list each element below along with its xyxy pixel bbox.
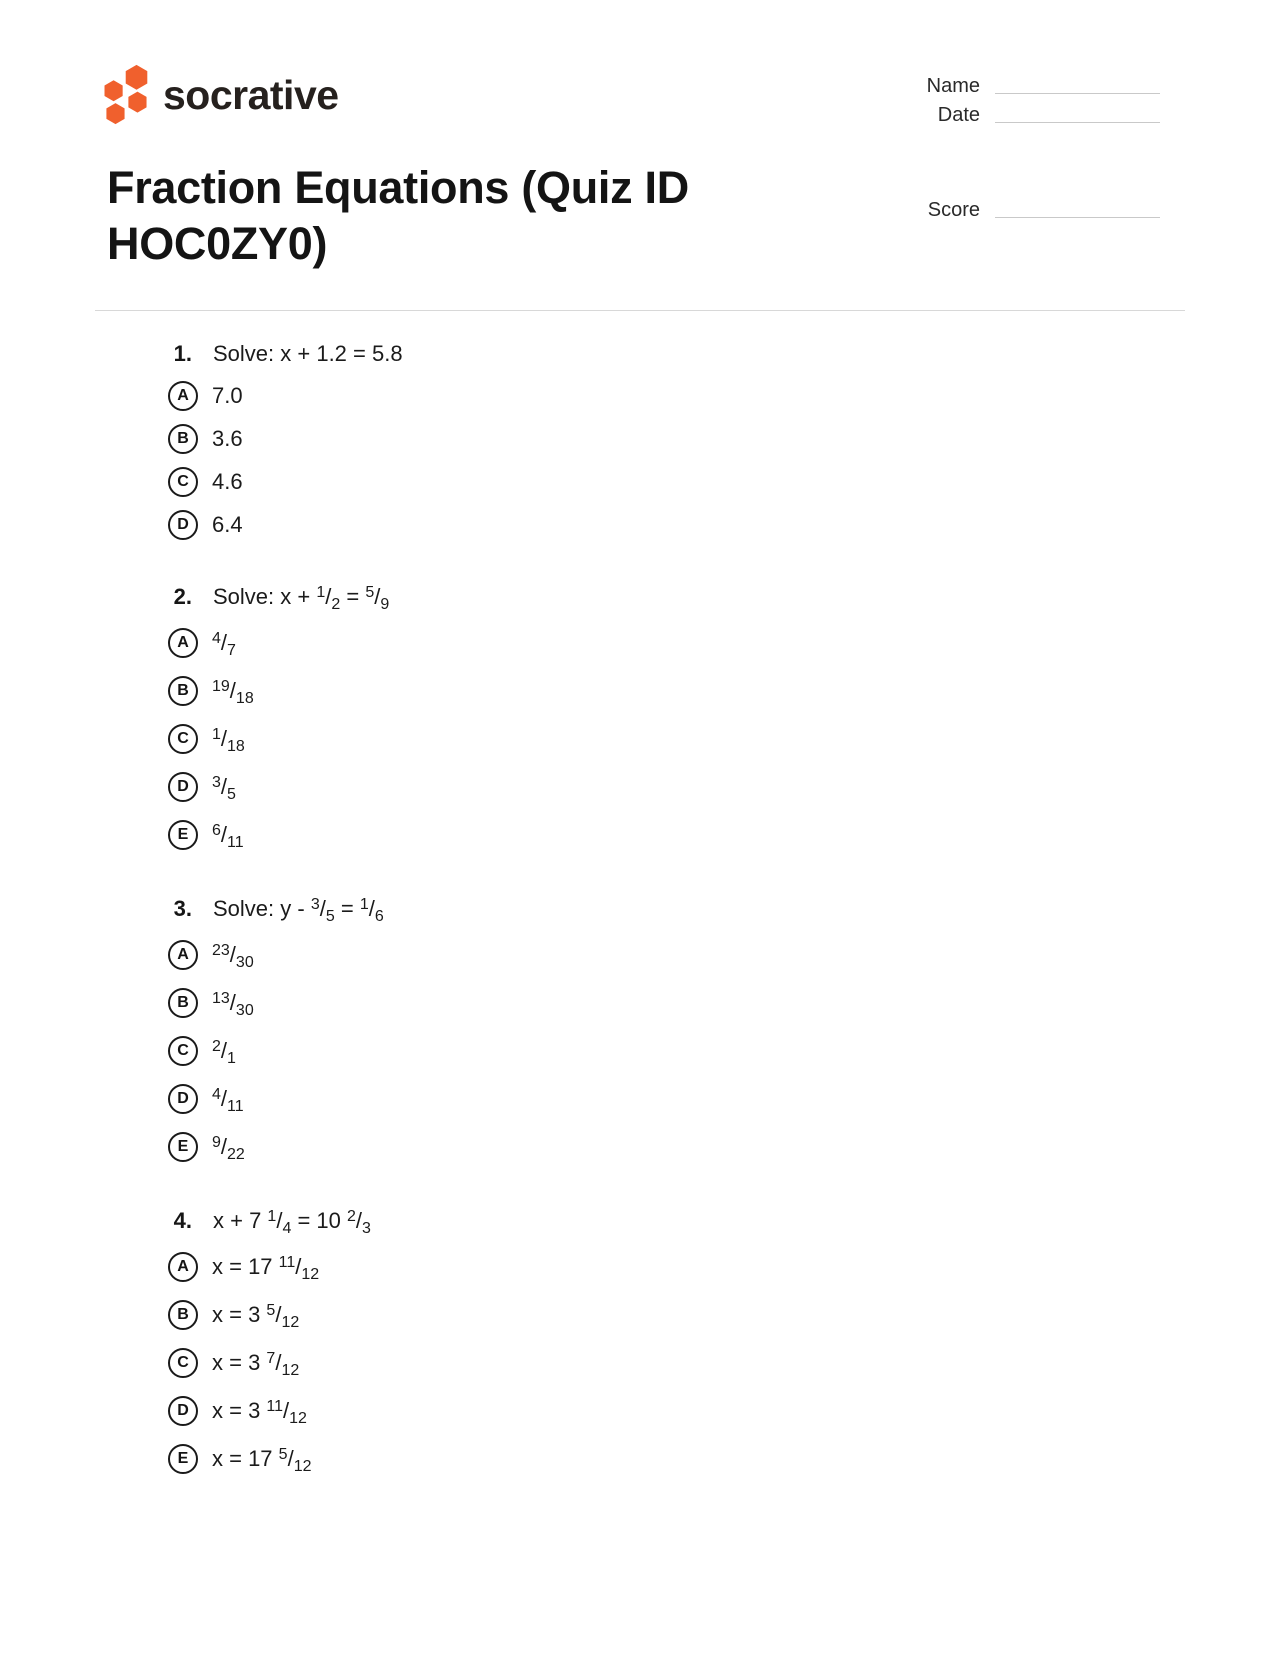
- socrative-hexagons-icon: [100, 63, 152, 127]
- question-prompt-row: [168, 338, 1118, 370]
- option-letter-circle: [168, 628, 198, 658]
- option-letter-circle: [168, 1300, 198, 1330]
- question-prompt-row: [168, 581, 1118, 616]
- answer-option: [168, 508, 1118, 541]
- answer-option: [168, 1249, 1118, 1285]
- option-text: $^{13}/_{30}$: [212, 990, 254, 1019]
- option-letter: D: [177, 1402, 189, 1419]
- option-letter: E: [177, 1138, 189, 1155]
- question-number: 4.: [173, 1208, 192, 1233]
- question-block: [168, 338, 1118, 541]
- option-text: $^6/_{11}$: [212, 822, 244, 851]
- answer-option: [168, 1033, 1118, 1069]
- option-text: 3.6: [212, 425, 243, 451]
- date-field: [870, 103, 1160, 127]
- name-field: [870, 74, 1160, 98]
- option-text: x = 3 $^{11}/_{12}$: [212, 1398, 307, 1427]
- answer-option: [168, 465, 1118, 498]
- question-prompt: x + 7 $^1/_4 = 10$ $^2/_3$: [213, 1208, 371, 1237]
- option-letter: B: [177, 429, 189, 447]
- options-list: [168, 625, 1118, 853]
- option-text: $^9/_{22}$: [212, 1134, 245, 1163]
- answer-option: [168, 817, 1118, 853]
- option-text: $^{23}/_{30}$: [212, 942, 254, 971]
- option-letter: E: [177, 826, 189, 843]
- option-text: 7.0: [212, 382, 243, 408]
- question-block: [168, 1205, 1118, 1477]
- option-letter-circle: [168, 1252, 198, 1282]
- option-letter-circle: [168, 820, 198, 850]
- answer-option: [168, 985, 1118, 1021]
- option-letter-circle: [168, 1084, 198, 1114]
- option-letter: D: [177, 515, 189, 533]
- answer-option: [168, 769, 1118, 805]
- question-number: 1.: [173, 341, 192, 366]
- socrative-logo: [100, 63, 339, 127]
- option-letter-circle: [168, 381, 198, 411]
- socrative-logo-text: socrative: [163, 71, 339, 118]
- option-text: x = 3 $^5/_{12}$: [212, 1302, 300, 1331]
- question-prompt-row: [168, 893, 1118, 928]
- answer-option: [168, 1297, 1118, 1333]
- answer-option: [168, 1129, 1118, 1165]
- option-text: x = 17 $^5/_{12}$: [212, 1446, 312, 1475]
- quiz-title: Fraction Equations (Quiz ID HOC0ZY0): [107, 162, 689, 270]
- option-letter-circle: [168, 510, 198, 540]
- date-label: Date: [937, 104, 980, 126]
- options-list: [168, 1249, 1118, 1477]
- question-prompt: Solve: $y - ^3/_5 = ^1/_6$: [213, 896, 384, 925]
- answer-option: [168, 1081, 1118, 1117]
- option-letter: C: [177, 730, 189, 747]
- question-prompt: Solve: x + 1.2 = 5.8: [213, 341, 403, 366]
- option-letter-circle: [168, 424, 198, 454]
- answer-option: [168, 1345, 1118, 1381]
- answer-option: [168, 1441, 1118, 1477]
- option-letter: E: [177, 1450, 189, 1467]
- option-text: x = 17 $^{11}/_{12}$: [212, 1254, 320, 1283]
- answer-option: [168, 625, 1118, 661]
- header-divider: [95, 310, 1185, 311]
- question-number: 3.: [173, 896, 192, 921]
- option-text: 4.6: [212, 468, 243, 494]
- option-letter: D: [177, 1090, 189, 1107]
- option-letter: A: [177, 634, 189, 651]
- answer-option: [168, 422, 1118, 455]
- options-list: [168, 379, 1118, 541]
- name-label: Name: [926, 75, 980, 97]
- answer-option: [168, 1393, 1118, 1429]
- answer-option: [168, 379, 1118, 412]
- question-prompt: Solve: $x + ^1/_2 = ^5/_9$: [213, 584, 390, 613]
- option-letter-circle: [168, 467, 198, 497]
- option-letter: A: [177, 946, 189, 963]
- option-letter-circle: [168, 1036, 198, 1066]
- question-prompt-row: [168, 1205, 1118, 1240]
- option-letter: A: [177, 386, 189, 404]
- question-block: [168, 581, 1118, 853]
- option-letter: C: [177, 1354, 189, 1371]
- option-letter-circle: [168, 772, 198, 802]
- option-letter: D: [177, 778, 189, 795]
- option-letter-circle: [168, 724, 198, 754]
- option-letter-circle: [168, 1444, 198, 1474]
- option-text: $^3/_5$: [212, 774, 236, 803]
- option-letter-circle: [168, 676, 198, 706]
- questions-list: [168, 338, 1118, 1517]
- question-block: [168, 893, 1118, 1165]
- options-list: [168, 937, 1118, 1165]
- option-letter-circle: [168, 988, 198, 1018]
- name-blank-line: [995, 93, 1160, 94]
- score-label: Score: [927, 199, 980, 221]
- option-letter-circle: [168, 940, 198, 970]
- option-text: x = 3 $^7/_{12}$: [212, 1350, 300, 1379]
- option-letter: B: [177, 994, 189, 1011]
- question-number: 2.: [173, 584, 192, 609]
- answer-option: [168, 937, 1118, 973]
- option-letter-circle: [168, 1132, 198, 1162]
- score-blank-line: [995, 217, 1160, 218]
- answer-option: [168, 721, 1118, 757]
- option-text: $^2/_1$: [212, 1038, 236, 1067]
- option-letter: C: [177, 1042, 189, 1059]
- option-letter: C: [177, 472, 189, 490]
- date-blank-line: [995, 122, 1160, 123]
- option-text: $^1/_{18}$: [212, 726, 245, 755]
- option-letter: A: [177, 1258, 189, 1275]
- option-letter-circle: [168, 1396, 198, 1426]
- option-text: $^4/_{11}$: [212, 1086, 244, 1115]
- option-letter: B: [177, 682, 189, 699]
- option-letter-circle: [168, 1348, 198, 1378]
- score-field: [870, 198, 1160, 222]
- option-text: $^{19}/_{18}$: [212, 678, 254, 707]
- option-text: $^4/_7$: [212, 630, 236, 659]
- answer-option: [168, 673, 1118, 709]
- option-text: 6.4: [212, 511, 243, 537]
- option-letter: B: [177, 1306, 189, 1323]
